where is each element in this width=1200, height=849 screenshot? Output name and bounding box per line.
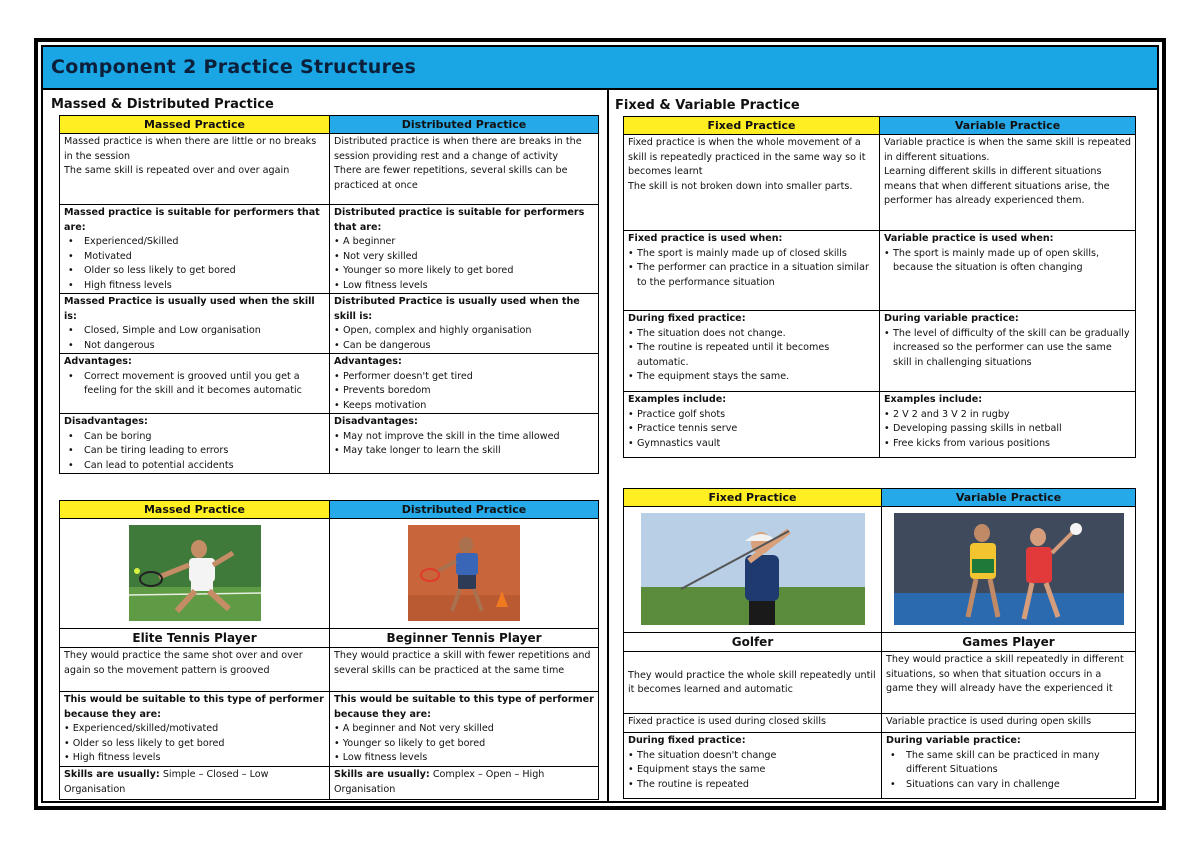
list-item: • Equipment stays the same: [628, 763, 877, 778]
list-item: • Younger so likely to get bored: [334, 737, 486, 749]
fixed-during-cell: [624, 311, 880, 392]
elite-tennis-image-cell: [60, 519, 330, 629]
distributed-skills-cell: [330, 767, 599, 800]
list-item: • Younger so more likely to get bored: [334, 264, 594, 279]
list-item: • Not very skilled: [334, 250, 594, 265]
list-item: • Developing passing skills in netball: [884, 422, 1131, 437]
list-item: • May not improve the skill in the time allowed: [334, 430, 594, 445]
massed-suitability-cell: [60, 692, 330, 767]
fixed-closed-skills-cell: Fixed practice is used during closed skills: [624, 714, 882, 733]
massed-definition-line: Massed practice is when there are little or no breaks in the session: [64, 136, 317, 162]
fixed-during-cell: [624, 733, 882, 799]
games-player-caption: Games Player: [882, 633, 1136, 652]
fixed-variable-table: [623, 116, 1136, 458]
massed-practice-header: Massed Practice: [60, 116, 330, 134]
list-item: • Low fitness levels: [334, 279, 594, 294]
list-item: • Situations can vary in challenge: [886, 778, 1131, 793]
cell-title: Advantages:: [334, 356, 402, 367]
elite-tennis-caption: Elite Tennis Player: [60, 629, 330, 648]
variable-during-cell: [882, 733, 1136, 799]
cell-title: During variable practice:: [886, 735, 1021, 746]
distributed-practice-header: Distributed Practice: [330, 116, 599, 134]
golfer-photo-icon: [641, 513, 865, 625]
title-bar: [43, 47, 1157, 90]
fixed-definition-line: Fixed practice is when the whole movement of a skill is repeatedly practiced in the same way so it becomes learnt: [628, 137, 866, 177]
list-item: • Can lead to potential accidents: [64, 459, 325, 474]
massed-usage-cell: [60, 294, 330, 354]
list-item: • Low fitness levels: [334, 752, 428, 763]
list-item: • Can be dangerous: [334, 339, 594, 354]
distributed-suitability-cell: [330, 692, 599, 767]
list-item: • Practice golf shots: [628, 408, 875, 423]
beginner-tennis-image-cell: [330, 519, 599, 629]
list-item: • Correct movement is grooved until you get a feeling for the skill and it becomes automatic: [64, 370, 325, 399]
list-item: • A beginner and Not very skilled: [334, 723, 494, 734]
distributed-skills-value: Complex – Open – High Organisation: [334, 769, 545, 795]
distributed-practice-header: Distributed Practice: [330, 501, 599, 519]
variable-practice-header: Variable Practice: [882, 489, 1136, 507]
cell-title: Fixed practice is used when:: [628, 233, 783, 244]
right-section-heading: Fixed & Variable Practice: [615, 98, 800, 113]
list-item: • Experienced/skilled/motivated: [64, 723, 219, 734]
list-item: • The equipment stays the same.: [628, 370, 875, 385]
netball-photo-icon: [894, 513, 1124, 625]
variable-practice-header: Variable Practice: [880, 117, 1136, 135]
list-item: • Older so less likely to get bored: [64, 264, 325, 279]
distributed-suitable-cell: [330, 205, 599, 294]
fixed-practice-header: Fixed Practice: [624, 489, 882, 507]
elite-tennis-description: They would practice the same shot over and over again so the movement pattern is grooved: [60, 648, 330, 692]
list-item: • Gymnastics vault: [628, 437, 875, 452]
list-item: • Closed, Simple and Low organisation: [64, 324, 325, 339]
fixed-definition-cell: [624, 135, 880, 231]
list-item: • The level of difficulty of the skill can be gradually increased so the performer can use the same skill in challenging situations: [884, 327, 1131, 371]
page-frame: [34, 38, 1166, 810]
list-item: • Prevents boredom: [334, 384, 594, 399]
list-item: • The sport is mainly made up of open skills, because the situation is often changing: [884, 247, 1131, 276]
massed-distributed-table: [59, 115, 599, 474]
distributed-usage-cell: [330, 294, 599, 354]
list-item: • A beginner: [334, 235, 594, 250]
page-inner-frame: [41, 45, 1159, 803]
massed-disadvantages-cell: [60, 414, 330, 474]
distributed-definition-cell: [330, 134, 599, 205]
massed-practice-header: Massed Practice: [60, 501, 330, 519]
list-item: • The sport is mainly made up of closed skills: [628, 247, 875, 262]
fixed-examples-cell: [624, 392, 880, 458]
left-section-heading: Massed & Distributed Practice: [51, 97, 274, 112]
massed-suitable-cell: [60, 205, 330, 294]
fixed-usage-cell: [624, 231, 880, 311]
tennis-player-photo-icon: [129, 525, 261, 621]
beginner-tennis-caption: Beginner Tennis Player: [330, 629, 599, 648]
list-item: • Free kicks from various positions: [884, 437, 1131, 452]
golfer-caption: Golfer: [624, 633, 882, 652]
variable-definition-line: Variable practice is when the same skill is repeated in different situations.: [884, 137, 1131, 163]
massed-skills-value: Simple – Closed – Low Organisation: [64, 769, 269, 795]
variable-examples-cell: [880, 392, 1136, 458]
list-item: • The situation does not change.: [628, 327, 875, 342]
cell-title: During fixed practice:: [628, 313, 746, 324]
cell-title: Advantages:: [64, 356, 132, 367]
list-item: • Open, complex and highly organisation: [334, 324, 594, 339]
cell-title: Distributed Practice is usually used when the skill is:: [334, 296, 580, 322]
column-divider: [607, 90, 609, 801]
list-item: • High fitness levels: [64, 752, 161, 763]
fixed-variable-examples-table: [623, 488, 1136, 799]
page-title: Component 2 Practice Structures: [51, 56, 417, 78]
list-item: • The situation doesn't change: [628, 749, 877, 764]
cell-title: Disadvantages:: [334, 416, 418, 427]
skills-label: Skills are usually:: [64, 769, 160, 780]
cell-title: Examples include:: [628, 394, 727, 405]
massed-definition-line: The same skill is repeated over and over again: [64, 165, 290, 176]
variable-definition-line: Learning different skills in different situations means that when different situations arise, the performer has already experienced them.: [884, 166, 1110, 206]
netball-image-cell: [882, 507, 1136, 633]
massed-distributed-examples-table: [59, 500, 599, 800]
list-item: • Not dangerous: [64, 339, 325, 354]
list-item: • Practice tennis serve: [628, 422, 875, 437]
cell-title: Examples include:: [884, 394, 983, 405]
list-item: • The performer can practice in a situation similar to the performance situation: [628, 261, 875, 290]
distributed-definition-line: There are fewer repetitions, several skills can be practiced at once: [334, 165, 568, 191]
fixed-definition-line: The skill is not broken down into smaller parts.: [628, 180, 853, 192]
skills-label: Skills are usually:: [334, 769, 430, 780]
cell-title: Massed practice is suitable for performers that are:: [64, 207, 320, 233]
fixed-practice-header: Fixed Practice: [624, 117, 880, 135]
massed-skills-cell: [60, 767, 330, 800]
games-player-description: They would practice a skill repeatedly in different situations, so when that situation occurs in a game they will already have the experienced it: [882, 652, 1136, 714]
variable-open-skills-cell: Variable practice is used during open skills: [882, 714, 1136, 733]
list-item: • Keeps motivation: [334, 399, 594, 414]
variable-during-cell: [880, 311, 1136, 392]
cell-title: Massed Practice is usually used when the skill is:: [64, 296, 315, 322]
list-item: • Experienced/Skilled: [64, 235, 325, 250]
cell-title: This would be suitable to this type of performer because they are:: [334, 694, 594, 720]
list-item: • The routine is repeated: [628, 778, 877, 793]
massed-definition-cell: [60, 134, 330, 205]
list-item: • 2 V 2 and 3 V 2 in rugby: [884, 408, 1131, 423]
list-item: • Older so less likely to get bored: [64, 737, 225, 749]
list-item: • Can be boring: [64, 430, 325, 445]
golfer-description: They would practice the whole skill repeatedly until it becomes learned and automatic: [624, 652, 882, 714]
golfer-image-cell: [624, 507, 882, 633]
beginner-tennis-description: They would practice a skill with fewer repetitions and several skills can be practiced at the same time: [330, 648, 599, 692]
massed-advantages-cell: [60, 354, 330, 414]
cell-title: Distributed practice is suitable for performers that are:: [334, 207, 585, 233]
distributed-advantages-cell: [330, 354, 599, 414]
list-item: • Can be tiring leading to errors: [64, 444, 325, 459]
list-item: • Performer doesn't get tired: [334, 370, 594, 385]
list-item: • High fitness levels: [64, 279, 325, 294]
variable-definition-cell: [880, 135, 1136, 231]
cell-title: During fixed practice:: [628, 735, 746, 746]
distributed-definition-line: Distributed practice is when there are breaks in the session providing rest and a change of activity: [334, 136, 582, 162]
list-item: • May take longer to learn the skill: [334, 444, 594, 459]
beginner-tennis-photo-icon: [408, 525, 520, 621]
list-item: • Motivated: [64, 250, 325, 265]
cell-title: During variable practice:: [884, 313, 1019, 324]
list-item: • The routine is repeated until it becomes automatic.: [628, 341, 875, 370]
cell-title: Disadvantages:: [64, 416, 148, 427]
cell-title: Variable practice is used when:: [884, 233, 1054, 244]
distributed-disadvantages-cell: [330, 414, 599, 474]
list-item: • The same skill can be practiced in many different Situations: [886, 749, 1131, 778]
cell-title: This would be suitable to this type of performer because they are:: [64, 694, 324, 720]
variable-usage-cell: [880, 231, 1136, 311]
